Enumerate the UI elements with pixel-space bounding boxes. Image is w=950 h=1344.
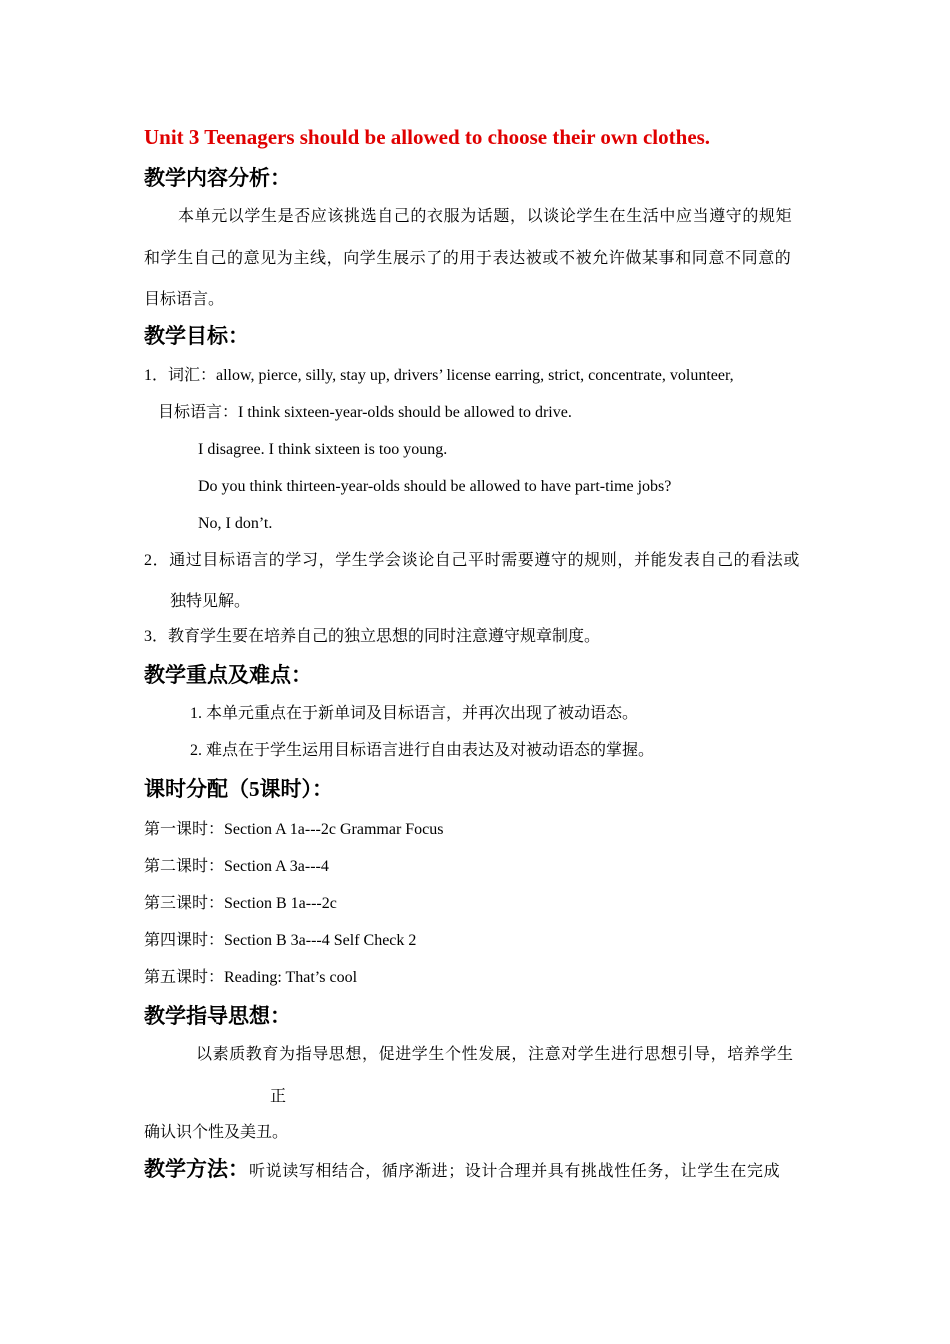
content-analysis-line: 目标语言。 [144, 291, 225, 308]
guiding-thought-line: 正 [270, 1088, 287, 1105]
guiding-thought-heading: 教学指导思想： [144, 1004, 291, 1028]
content-analysis-line: 本单元以学生是否应该挑选自己的衣服为话题，以谈论学生在生活中应当遵守的规矩 [178, 208, 793, 225]
methods-paragraph [144, 1156, 780, 1185]
schedule-item: 第五课时：Reading: That’s cool [144, 969, 358, 986]
key-points-heading: 教学重点及难点： [144, 663, 312, 687]
methods-heading: 教学方法： [144, 1157, 249, 1181]
guiding-thought-line: 以素质教育为指导思想，促进学生个性发展，注意对学生进行思想引导，培养学生 [196, 1046, 794, 1063]
schedule-item: 第一课时：Section A 1a---2c Grammar Focus [144, 821, 444, 838]
objective-item-2: 2．通过目标语言的学习，学生学会谈论自己平时需要遵守的规则，并能发表自己的看法或 [144, 552, 801, 569]
schedule-item: 第三课时：Section B 1a---2c [144, 895, 337, 912]
document-title: Unit 3 Teenagers should be allowed to choose their own clothes. [144, 125, 711, 149]
guiding-thought-line: 确认识个性及美丑。 [144, 1124, 289, 1141]
content-analysis-line: 和学生自己的意见为主线，向学生展示了的用于表达被或不被允许做某事和同意不同意的 [144, 250, 792, 267]
objective-item-3: 3．教育学生要在培养自己的独立思想的同时注意遵守规章制度。 [144, 628, 601, 645]
content-analysis-heading: 教学内容分析： [144, 166, 291, 190]
key-point-item: 2. 难点在于学生运用目标语言进行自由表达及对被动语态的掌握。 [190, 742, 655, 759]
schedule-heading: 课时分配（5课时）： [144, 777, 333, 801]
objective-item-2-continued: 独特见解。 [170, 593, 251, 610]
objective-example: No, I don’t. [198, 515, 273, 532]
objective-example: Do you think thirteen-year-olds should be allowed to have part-time jobs? [198, 478, 672, 495]
objective-target-language: 目标语言：I think sixteen-year-olds should be allowed to drive. [158, 404, 572, 421]
objective-example: I disagree. I think sixteen is too young. [198, 441, 448, 458]
objectives-heading: 教学目标： [144, 324, 249, 348]
methods-text: 听说读写相结合，循序渐进；设计合理并具有挑战性任务，让学生在完成 [249, 1163, 781, 1180]
schedule-item: 第二课时：Section A 3a---4 [144, 858, 329, 875]
schedule-item: 第四课时：Section B 3a---4 Self Check 2 [144, 932, 417, 949]
objective-item-vocabulary: 1．词汇：allow, pierce, silly, stay up, drivers’ license earring, strict, concentrate, volunteer, [144, 367, 734, 384]
key-point-item: 1. 本单元重点在于新单词及目标语言，并再次出现了被动语态。 [190, 705, 639, 722]
